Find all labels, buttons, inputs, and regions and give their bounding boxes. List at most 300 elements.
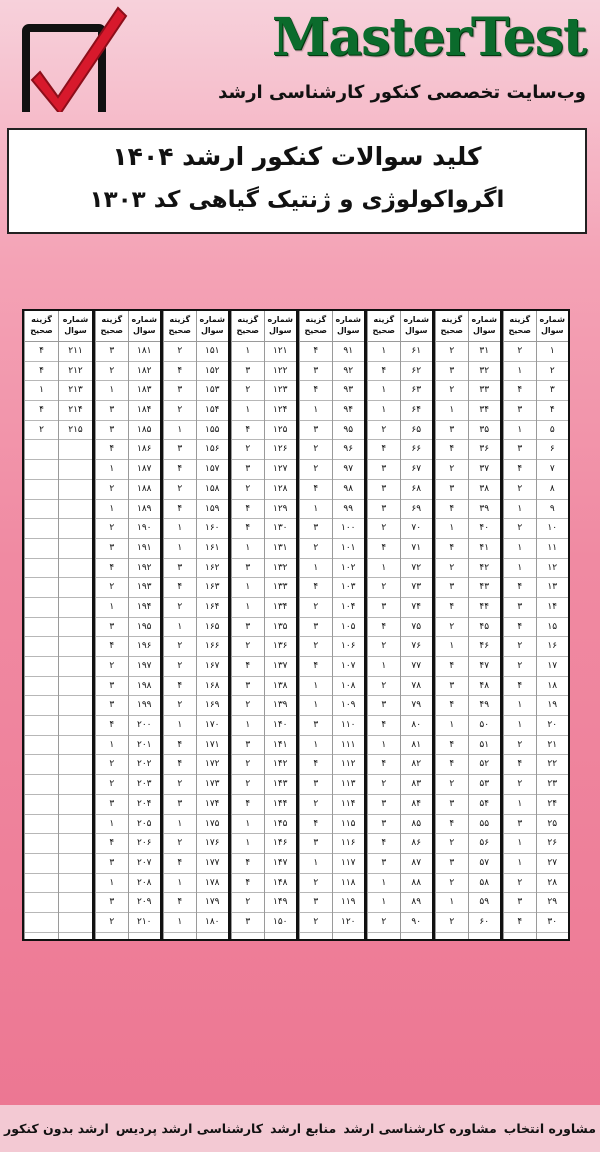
title-box bbox=[7, 128, 587, 234]
answer-cell: ۴ bbox=[504, 460, 536, 480]
answer-cell: ۱ bbox=[232, 539, 264, 559]
answer-cell: ۲ bbox=[504, 342, 536, 362]
answer-cell: ۱ bbox=[164, 539, 196, 559]
question-number-cell: ۱۶۱ bbox=[197, 539, 229, 559]
answer-cell: ۱ bbox=[504, 539, 536, 559]
answer-cell: ۳ bbox=[300, 716, 332, 736]
brand-logo-text[interactable]: MasterTest bbox=[271, 7, 586, 68]
answer-cell: ۳ bbox=[504, 401, 536, 421]
question-number-cell: ۴۷ bbox=[469, 657, 501, 677]
question-number-cell: ۱۰۵ bbox=[333, 618, 365, 638]
answer-cell: ۲ bbox=[96, 657, 128, 677]
answer-cell: ۱ bbox=[436, 519, 468, 539]
answer-cell: ۴ bbox=[504, 677, 536, 697]
answer-cell: ۲ bbox=[436, 618, 468, 638]
question-number-cell: ۴ bbox=[537, 401, 569, 421]
answer-cell: ۱ bbox=[96, 381, 128, 401]
table-column-group bbox=[432, 311, 500, 939]
question-number-header: شماره سوال bbox=[537, 311, 569, 342]
question-number-cell: ۵۰ bbox=[469, 716, 501, 736]
answer-cell: ۳ bbox=[504, 815, 536, 835]
question-number-cell: ۴۰ bbox=[469, 519, 501, 539]
question-number-cell: ۱۸ bbox=[537, 677, 569, 697]
question-number-cell: ۹۹ bbox=[333, 500, 365, 520]
answer-cell: ۳ bbox=[368, 460, 400, 480]
answer-cell: ۴ bbox=[164, 500, 196, 520]
answer-cell: ۴ bbox=[504, 578, 536, 598]
footer-link-pardis[interactable]: کارشناسی ارشد پردیس bbox=[115, 1121, 263, 1136]
question-number-cell: ۱۲۴ bbox=[265, 401, 297, 421]
answer-cell: ۴ bbox=[368, 716, 400, 736]
answer-cell: ۲ bbox=[436, 834, 468, 854]
answer-cell bbox=[25, 775, 58, 795]
answer-cell: ۴ bbox=[436, 755, 468, 775]
question-number-cell: ۴۲ bbox=[469, 559, 501, 579]
question-number-cell: ۳۲ bbox=[469, 362, 501, 382]
question-number-cell: ۶۲ bbox=[401, 362, 433, 382]
question-number-cell: ۵۴ bbox=[469, 795, 501, 815]
answer-cell: ۲ bbox=[232, 440, 264, 460]
answer-cell: ۲ bbox=[164, 598, 196, 618]
answer-cell: ۴ bbox=[232, 795, 264, 815]
question-number-cell: ۶۴ bbox=[401, 401, 433, 421]
answer-cell: ۲ bbox=[368, 913, 400, 933]
question-number-cell bbox=[59, 834, 92, 854]
answer-cell: ۱ bbox=[164, 874, 196, 894]
answer-cell: ۲ bbox=[368, 775, 400, 795]
question-number-cell: ۹۸ bbox=[333, 480, 365, 500]
answer-cell: ۳ bbox=[232, 736, 264, 756]
question-number-cell: ۱۰۶ bbox=[333, 637, 365, 657]
answer-cell: ۳ bbox=[504, 598, 536, 618]
answer-cell: ۴ bbox=[232, 519, 264, 539]
answer-cell: ۳ bbox=[96, 696, 128, 716]
question-number-cell: ۱۸۰ bbox=[197, 913, 229, 933]
answer-cell: ۱ bbox=[96, 500, 128, 520]
question-number-cell: ۳ bbox=[537, 381, 569, 401]
answer-header: گزینه صحیح bbox=[164, 311, 196, 342]
question-number-cell bbox=[59, 716, 92, 736]
answer-cell: ۲ bbox=[96, 480, 128, 500]
answer-cell: ۴ bbox=[25, 362, 58, 382]
question-number-column bbox=[128, 311, 161, 939]
question-number-cell: ۱۴۹ bbox=[265, 893, 297, 913]
answer-cell: ۲ bbox=[504, 736, 536, 756]
answer-cell: ۴ bbox=[96, 716, 128, 736]
page-title: کلید سوالات کنکور ارشد ۱۴۰۴ bbox=[112, 142, 482, 171]
question-number-cell bbox=[59, 618, 92, 638]
question-number-cell: ۲۶ bbox=[537, 834, 569, 854]
question-number-cell: ۷۳ bbox=[401, 578, 433, 598]
checkmark-logo-icon[interactable] bbox=[22, 10, 104, 114]
answer-cell: ۱ bbox=[504, 795, 536, 815]
question-number-header: شماره سوال bbox=[469, 311, 501, 342]
question-number-cell: ۱۲۵ bbox=[265, 421, 297, 441]
question-number-cell: ۱۷۰ bbox=[197, 716, 229, 736]
question-number-cell: ۸۹ bbox=[401, 893, 433, 913]
question-number-cell: ۱۵۳ bbox=[197, 381, 229, 401]
answer-cell: ۴ bbox=[368, 755, 400, 775]
question-number-cell: ۸۲ bbox=[401, 755, 433, 775]
footer-link-resources[interactable]: منابع ارشد bbox=[270, 1121, 337, 1136]
question-number-cell: ۲۵ bbox=[537, 815, 569, 835]
answer-cell: ۴ bbox=[436, 440, 468, 460]
question-number-cell bbox=[59, 539, 92, 559]
answer-cell: ۳ bbox=[164, 559, 196, 579]
answer-cell: ۱ bbox=[504, 362, 536, 382]
answer-cell: ۴ bbox=[300, 381, 332, 401]
question-number-cell: ۱۵۲ bbox=[197, 362, 229, 382]
question-number-cell: ۹۲ bbox=[333, 362, 365, 382]
question-number-cell: ۱۴۳ bbox=[265, 775, 297, 795]
answer-cell: ۱ bbox=[164, 618, 196, 638]
question-number-cell: ۱۳۸ bbox=[265, 677, 297, 697]
question-number-header: شماره سوال bbox=[129, 311, 161, 342]
question-number-cell: ۲۱۲ bbox=[59, 362, 92, 382]
question-number-cell: ۱۸۸ bbox=[129, 480, 161, 500]
question-number-cell: ۱۴۴ bbox=[265, 795, 297, 815]
question-number-cell: ۴۴ bbox=[469, 598, 501, 618]
answer-cell: ۴ bbox=[504, 381, 536, 401]
question-number-column bbox=[196, 311, 229, 939]
question-number-cell: ۱۵۰ bbox=[265, 913, 297, 933]
answer-cell: ۱ bbox=[436, 893, 468, 913]
question-number-cell: ۱۹۰ bbox=[129, 519, 161, 539]
question-number-cell bbox=[59, 913, 92, 933]
answer-cell: ۴ bbox=[504, 618, 536, 638]
answer-cell bbox=[25, 519, 58, 539]
answer-header: گزینه صحیح bbox=[368, 311, 400, 342]
answer-cell: ۳ bbox=[96, 618, 128, 638]
question-number-cell: ۸۷ bbox=[401, 854, 433, 874]
question-number-cell: ۱۴۸ bbox=[265, 874, 297, 894]
answer-column bbox=[503, 311, 536, 939]
question-number-cell: ۱ bbox=[537, 342, 569, 362]
answer-cell: ۳ bbox=[436, 421, 468, 441]
table-column-group bbox=[160, 311, 228, 939]
answer-cell bbox=[25, 559, 58, 579]
answer-cell: ۳ bbox=[164, 795, 196, 815]
answer-cell: ۳ bbox=[96, 421, 128, 441]
answer-cell: ۴ bbox=[504, 755, 536, 775]
answer-column bbox=[299, 311, 332, 939]
question-number-cell: ۱۳۷ bbox=[265, 657, 297, 677]
question-number-cell: ۱۸۲ bbox=[129, 362, 161, 382]
question-number-cell: ۱۵۹ bbox=[197, 500, 229, 520]
question-number-cell: ۲۱۴ bbox=[59, 401, 92, 421]
footer-link-counseling[interactable]: مشاوره کارشناسی ارشد bbox=[343, 1121, 497, 1136]
answer-cell: ۲ bbox=[164, 342, 196, 362]
question-number-cell: ۸۳ bbox=[401, 775, 433, 795]
question-number-cell: ۸۰ bbox=[401, 716, 433, 736]
question-number-cell: ۵۱ bbox=[469, 736, 501, 756]
question-number-cell: ۱۵ bbox=[537, 618, 569, 638]
answer-cell: ۳ bbox=[96, 677, 128, 697]
answer-cell: ۴ bbox=[232, 421, 264, 441]
question-number-cell: ۴۶ bbox=[469, 637, 501, 657]
answer-header: گزینه صحیح bbox=[504, 311, 536, 342]
answer-cell: ۲ bbox=[96, 519, 128, 539]
answer-cell: ۱ bbox=[232, 598, 264, 618]
answer-cell: ۱ bbox=[368, 893, 400, 913]
answer-cell: ۳ bbox=[96, 854, 128, 874]
answer-header: گزینه صحیح bbox=[232, 311, 264, 342]
answer-cell: ۳ bbox=[368, 795, 400, 815]
question-number-cell: ۸ bbox=[537, 480, 569, 500]
answer-cell bbox=[25, 637, 58, 657]
answer-cell: ۲ bbox=[164, 637, 196, 657]
answer-cell bbox=[25, 440, 58, 460]
question-number-cell: ۱۸۶ bbox=[129, 440, 161, 460]
answer-cell: ۲ bbox=[436, 559, 468, 579]
question-number-cell: ۱۸۳ bbox=[129, 381, 161, 401]
question-number-cell: ۱۹۳ bbox=[129, 578, 161, 598]
question-number-cell: ۱۸۱ bbox=[129, 342, 161, 362]
answer-column bbox=[367, 311, 400, 939]
question-number-cell: ۱۷۵ bbox=[197, 815, 229, 835]
question-number-cell: ۹۰ bbox=[401, 913, 433, 933]
answer-cell: ۴ bbox=[232, 657, 264, 677]
question-number-cell: ۲۰۵ bbox=[129, 815, 161, 835]
question-number-cell: ۷۴ bbox=[401, 598, 433, 618]
site-tagline: وب‌سایت تخصصی کنکور کارشناسی ارشد bbox=[218, 82, 586, 103]
question-number-cell: ۷۹ bbox=[401, 696, 433, 716]
question-number-cell bbox=[59, 657, 92, 677]
question-number-cell: ۲۱۰ bbox=[129, 913, 161, 933]
table-column-group bbox=[92, 311, 160, 939]
question-number-cell: ۲۱۳ bbox=[59, 381, 92, 401]
answer-cell: ۳ bbox=[164, 381, 196, 401]
answer-cell: ۳ bbox=[96, 539, 128, 559]
answer-cell: ۱ bbox=[504, 421, 536, 441]
question-number-cell: ۲۴ bbox=[537, 795, 569, 815]
answer-cell: ۲ bbox=[164, 834, 196, 854]
question-number-cell bbox=[59, 578, 92, 598]
question-number-header: شماره سوال bbox=[265, 311, 297, 342]
question-number-cell: ۱۳۵ bbox=[265, 618, 297, 638]
answer-cell: ۴ bbox=[300, 755, 332, 775]
question-number-cell: ۱۱۶ bbox=[333, 834, 365, 854]
question-number-cell: ۲۰ bbox=[537, 716, 569, 736]
answer-cell: ۲ bbox=[232, 381, 264, 401]
answer-cell: ۳ bbox=[164, 440, 196, 460]
answer-cell: ۱ bbox=[368, 559, 400, 579]
question-number-cell: ۱۴۲ bbox=[265, 755, 297, 775]
answer-cell: ۳ bbox=[436, 854, 468, 874]
table-column-group bbox=[296, 311, 364, 939]
table-column-group bbox=[24, 311, 92, 939]
question-number-header: شماره سوال bbox=[333, 311, 365, 342]
answer-cell: ۲ bbox=[300, 539, 332, 559]
question-number-cell: ۱۶۷ bbox=[197, 657, 229, 677]
question-number-cell: ۱۹۱ bbox=[129, 539, 161, 559]
answer-cell: ۳ bbox=[300, 618, 332, 638]
question-number-cell: ۱۶۸ bbox=[197, 677, 229, 697]
answer-cell: ۲ bbox=[96, 913, 128, 933]
answer-cell: ۴ bbox=[368, 539, 400, 559]
question-number-cell: ۶۷ bbox=[401, 460, 433, 480]
question-number-cell: ۱۵۴ bbox=[197, 401, 229, 421]
question-number-cell: ۴۳ bbox=[469, 578, 501, 598]
question-number-cell: ۲۸ bbox=[537, 874, 569, 894]
answer-cell: ۴ bbox=[164, 736, 196, 756]
answer-cell: ۲ bbox=[504, 874, 536, 894]
answer-cell: ۱ bbox=[232, 578, 264, 598]
question-number-cell bbox=[59, 755, 92, 775]
answer-cell: ۱ bbox=[232, 716, 264, 736]
page-subtitle: اگرواکولوژی و ژنتیک گیاهی کد ۱۳۰۳ bbox=[89, 187, 505, 213]
question-number-cell: ۲۱۵ bbox=[59, 421, 92, 441]
answer-cell: ۳ bbox=[368, 854, 400, 874]
question-number-column bbox=[536, 311, 569, 939]
answer-cell: ۲ bbox=[96, 775, 128, 795]
answer-cell: ۴ bbox=[300, 342, 332, 362]
question-number-cell: ۵۹ bbox=[469, 893, 501, 913]
answer-cell: ۴ bbox=[436, 736, 468, 756]
answer-cell: ۴ bbox=[96, 834, 128, 854]
answer-cell: ۲ bbox=[232, 696, 264, 716]
answer-cell: ۳ bbox=[300, 775, 332, 795]
answer-cell bbox=[25, 480, 58, 500]
answer-cell: ۲ bbox=[368, 677, 400, 697]
question-number-cell: ۱۵۱ bbox=[197, 342, 229, 362]
answer-cell: ۳ bbox=[232, 460, 264, 480]
question-number-cell: ۱۰۸ bbox=[333, 677, 365, 697]
question-number-cell: ۳۰ bbox=[537, 913, 569, 933]
question-number-cell: ۱۷۹ bbox=[197, 893, 229, 913]
question-number-cell: ۲۰۶ bbox=[129, 834, 161, 854]
answer-cell: ۲ bbox=[436, 874, 468, 894]
question-number-cell: ۱۸۴ bbox=[129, 401, 161, 421]
answer-cell: ۲ bbox=[300, 795, 332, 815]
answer-cell: ۴ bbox=[164, 578, 196, 598]
answer-cell: ۱ bbox=[436, 401, 468, 421]
answer-cell: ۴ bbox=[96, 637, 128, 657]
question-number-cell: ۱۰۲ bbox=[333, 559, 365, 579]
answer-cell: ۴ bbox=[504, 913, 536, 933]
answer-header: گزینه صحیح bbox=[436, 311, 468, 342]
answer-cell: ۱ bbox=[504, 500, 536, 520]
table-column-group bbox=[500, 311, 568, 939]
answer-cell: ۳ bbox=[368, 815, 400, 835]
answer-cell: ۲ bbox=[368, 637, 400, 657]
question-number-cell: ۲۰۷ bbox=[129, 854, 161, 874]
question-number-cell: ۱۹۷ bbox=[129, 657, 161, 677]
answer-cell: ۲ bbox=[436, 460, 468, 480]
answer-key-table bbox=[22, 309, 570, 941]
question-number-cell: ۱۳۰ bbox=[265, 519, 297, 539]
answer-cell: ۲ bbox=[232, 637, 264, 657]
answer-cell: ۱ bbox=[232, 342, 264, 362]
question-number-cell bbox=[59, 637, 92, 657]
question-number-cell: ۷۰ bbox=[401, 519, 433, 539]
answer-cell: ۳ bbox=[232, 677, 264, 697]
question-number-cell: ۱۴ bbox=[537, 598, 569, 618]
question-number-cell: ۱۶۴ bbox=[197, 598, 229, 618]
question-number-cell bbox=[59, 736, 92, 756]
question-number-cell: ۳۱ bbox=[469, 342, 501, 362]
question-number-cell: ۱۵۵ bbox=[197, 421, 229, 441]
answer-cell: ۱ bbox=[504, 854, 536, 874]
answer-cell: ۱ bbox=[164, 716, 196, 736]
question-number-cell: ۱۸۷ bbox=[129, 460, 161, 480]
answer-cell: ۴ bbox=[368, 362, 400, 382]
answer-cell bbox=[25, 696, 58, 716]
answer-cell: ۳ bbox=[232, 913, 264, 933]
answer-cell: ۴ bbox=[232, 854, 264, 874]
question-number-cell: ۱۷۶ bbox=[197, 834, 229, 854]
answer-cell: ۲ bbox=[300, 440, 332, 460]
answer-header: گزینه صحیح bbox=[96, 311, 128, 342]
answer-cell: ۲ bbox=[368, 519, 400, 539]
question-number-cell: ۱۳۱ bbox=[265, 539, 297, 559]
question-number-cell: ۳۸ bbox=[469, 480, 501, 500]
question-number-cell: ۱۱۹ bbox=[333, 893, 365, 913]
question-number-cell: ۳۴ bbox=[469, 401, 501, 421]
question-number-cell: ۲۷ bbox=[537, 854, 569, 874]
answer-cell: ۴ bbox=[368, 834, 400, 854]
footer-link-no-exam[interactable]: ارشد بدون کنکور bbox=[4, 1121, 109, 1136]
answer-cell: ۱ bbox=[232, 401, 264, 421]
answer-cell: ۲ bbox=[300, 913, 332, 933]
question-number-header: شماره سوال bbox=[197, 311, 229, 342]
answer-column bbox=[95, 311, 128, 939]
answer-cell: ۴ bbox=[368, 618, 400, 638]
question-number-cell: ۱۲۳ bbox=[265, 381, 297, 401]
answer-cell: ۳ bbox=[232, 362, 264, 382]
question-number-cell: ۴۱ bbox=[469, 539, 501, 559]
question-number-cell: ۱۹۲ bbox=[129, 559, 161, 579]
question-number-cell bbox=[59, 696, 92, 716]
question-number-cell: ۷۷ bbox=[401, 657, 433, 677]
answer-cell: ۴ bbox=[436, 657, 468, 677]
question-number-cell: ۱۱۲ bbox=[333, 755, 365, 775]
question-number-cell: ۱۹۹ bbox=[129, 696, 161, 716]
answer-cell: ۴ bbox=[96, 440, 128, 460]
question-number-cell: ۱۳۴ bbox=[265, 598, 297, 618]
question-number-cell: ۲ bbox=[537, 362, 569, 382]
question-number-cell: ۶۱ bbox=[401, 342, 433, 362]
question-number-cell: ۱۲۷ bbox=[265, 460, 297, 480]
answer-cell: ۳ bbox=[436, 480, 468, 500]
question-number-cell bbox=[59, 854, 92, 874]
answer-cell bbox=[25, 716, 58, 736]
answer-cell: ۲ bbox=[164, 775, 196, 795]
question-number-cell: ۹۴ bbox=[333, 401, 365, 421]
question-number-cell bbox=[59, 874, 92, 894]
answer-cell: ۳ bbox=[368, 696, 400, 716]
question-number-cell: ۱۰۷ bbox=[333, 657, 365, 677]
question-number-cell: ۱۶۲ bbox=[197, 559, 229, 579]
question-number-cell: ۱۳۲ bbox=[265, 559, 297, 579]
question-number-cell: ۱۶۰ bbox=[197, 519, 229, 539]
question-number-cell: ۲۳ bbox=[537, 775, 569, 795]
footer-link-selection-counseling[interactable]: مشاوره انتخاب bbox=[503, 1121, 596, 1136]
question-number-header: شماره سوال bbox=[401, 311, 433, 342]
answer-cell: ۳ bbox=[232, 618, 264, 638]
answer-cell: ۱ bbox=[232, 834, 264, 854]
question-number-cell: ۴۵ bbox=[469, 618, 501, 638]
question-number-column bbox=[264, 311, 297, 939]
question-number-cell: ۵۸ bbox=[469, 874, 501, 894]
answer-cell bbox=[25, 854, 58, 874]
question-number-cell: ۹۶ bbox=[333, 440, 365, 460]
question-number-cell: ۴۹ bbox=[469, 696, 501, 716]
question-number-cell: ۶۹ bbox=[401, 500, 433, 520]
answer-cell: ۱ bbox=[300, 559, 332, 579]
question-number-cell: ۲۱ bbox=[537, 736, 569, 756]
answer-column bbox=[231, 311, 264, 939]
